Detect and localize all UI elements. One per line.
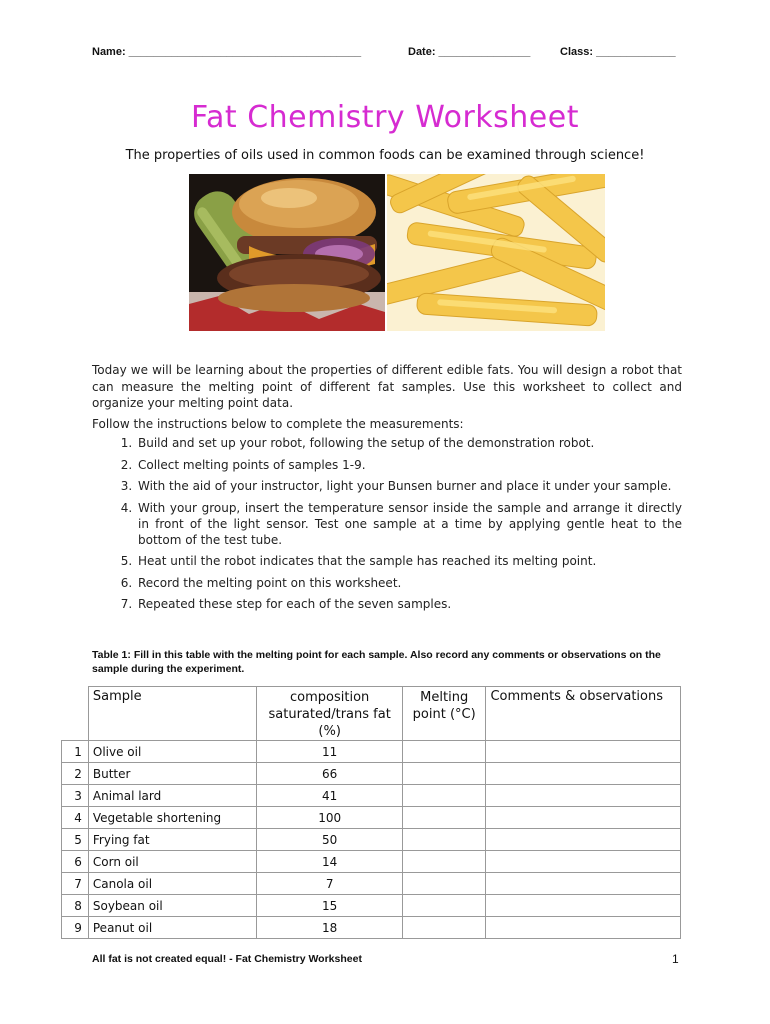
comments-cell[interactable]	[486, 829, 681, 851]
table-row	[62, 741, 681, 763]
comments-cell[interactable]	[486, 763, 681, 785]
step-item: 1. Build and set up your robot, following the setup of the demonstration robot.	[136, 435, 682, 451]
burger-photo	[189, 174, 385, 331]
comments-cell[interactable]	[486, 807, 681, 829]
step-item: 3. With the aid of your instructor, light your Bunsen burner and place it under your sample.	[136, 478, 682, 494]
sample-name: Corn oil	[88, 851, 257, 873]
comments-header: Comments & observations	[486, 687, 681, 741]
intro-paragraph: Today we will be learning about the properties of different edible fats. You will design a robot that can measure the melting point of different fat samples. Use this worksheet to collect and organize your melting point data.	[92, 363, 682, 410]
sample-header: Sample	[88, 687, 257, 741]
comments-cell[interactable]	[486, 917, 681, 939]
worksheet-header	[92, 46, 682, 62]
sample-name: Frying fat	[88, 829, 257, 851]
melting-point-cell[interactable]	[402, 785, 486, 807]
composition-header	[257, 687, 402, 741]
table-row	[62, 873, 681, 895]
melting-point-cell[interactable]	[402, 829, 486, 851]
row-number: 7	[62, 873, 89, 895]
table-header-row	[62, 687, 681, 741]
step-item: 2. Collect melting points of samples 1-9.	[136, 457, 682, 473]
table-caption: Table 1: Fill in this table with the melting point for each sample. Also record any comments or observations on the sample during the experiment.	[92, 649, 661, 675]
composition-header-line2: saturated/trans fat (%)	[268, 707, 391, 739]
table-row	[62, 851, 681, 873]
sample-name: Animal lard	[88, 785, 257, 807]
row-number: 4	[62, 807, 89, 829]
composition-value: 14	[257, 851, 402, 873]
sample-name: Butter	[88, 763, 257, 785]
melting-point-table	[61, 686, 681, 939]
melting-point-cell[interactable]	[402, 807, 486, 829]
fries-illustration	[387, 174, 605, 331]
step-item: 5. Heat until the robot indicates that the sample has reached its melting point.	[136, 553, 682, 569]
class-field-label: Class: _____________	[560, 46, 676, 58]
table-row	[62, 807, 681, 829]
melting-point-cell[interactable]	[402, 895, 486, 917]
table-row	[62, 785, 681, 807]
row-number: 1	[62, 741, 89, 763]
comments-cell[interactable]	[486, 873, 681, 895]
date-field-label: Date: _______________	[408, 46, 531, 58]
comments-cell[interactable]	[486, 741, 681, 763]
row-number: 3	[62, 785, 89, 807]
table-row	[62, 829, 681, 851]
composition-value: 11	[257, 741, 402, 763]
step-item: 7. Repeated these step for each of the seven samples.	[136, 596, 682, 612]
name-field-label: Name: ______________________________________	[92, 46, 362, 58]
table-row	[62, 895, 681, 917]
composition-header-line1: composition	[290, 690, 370, 705]
page-title: Fat Chemistry Worksheet	[191, 100, 579, 135]
melting-point-cell[interactable]	[402, 763, 486, 785]
instructions-lead: Follow the instructions below to complete the measurements:	[92, 417, 464, 431]
table-row	[62, 763, 681, 785]
composition-value: 18	[257, 917, 402, 939]
fries-photo	[387, 174, 605, 331]
composition-value: 15	[257, 895, 402, 917]
sample-name: Peanut oil	[88, 917, 257, 939]
sample-name: Vegetable shortening	[88, 807, 257, 829]
melting-header-line1: Melting	[420, 690, 469, 705]
row-number: 2	[62, 763, 89, 785]
footer-text: All fat is not created equal! - Fat Chemistry Worksheet	[92, 953, 362, 965]
burger-illustration	[189, 174, 385, 331]
step-item: 4. With your group, insert the temperature sensor inside the sample and arrange it directly in front of the light sensor. Test one sample at a time by applying gentle heat to the bottom of the test tube.	[136, 500, 682, 548]
row-number: 9	[62, 917, 89, 939]
comments-cell[interactable]	[486, 851, 681, 873]
row-number: 8	[62, 895, 89, 917]
melting-point-cell[interactable]	[402, 873, 486, 895]
melting-point-cell[interactable]	[402, 917, 486, 939]
comments-cell[interactable]	[486, 785, 681, 807]
step-item: 6. Record the melting point on this worksheet.	[136, 575, 682, 591]
melting-point-header	[402, 687, 486, 741]
comments-cell[interactable]	[486, 895, 681, 917]
row-number-header	[62, 687, 89, 741]
row-number: 5	[62, 829, 89, 851]
melting-point-cell[interactable]	[402, 851, 486, 873]
sample-name: Canola oil	[88, 873, 257, 895]
melting-point-cell[interactable]	[402, 741, 486, 763]
composition-value: 41	[257, 785, 402, 807]
composition-value: 50	[257, 829, 402, 851]
sample-name: Olive oil	[88, 741, 257, 763]
instruction-steps	[92, 435, 682, 618]
row-number: 6	[62, 851, 89, 873]
composition-value: 66	[257, 763, 402, 785]
composition-value: 100	[257, 807, 402, 829]
composition-value: 7	[257, 873, 402, 895]
page-number: 1	[672, 952, 679, 966]
melting-header-line2: point (°C)	[412, 707, 476, 722]
table-row	[62, 917, 681, 939]
page-subtitle: The properties of oils used in common foods can be examined through science!	[125, 148, 645, 163]
sample-name: Soybean oil	[88, 895, 257, 917]
